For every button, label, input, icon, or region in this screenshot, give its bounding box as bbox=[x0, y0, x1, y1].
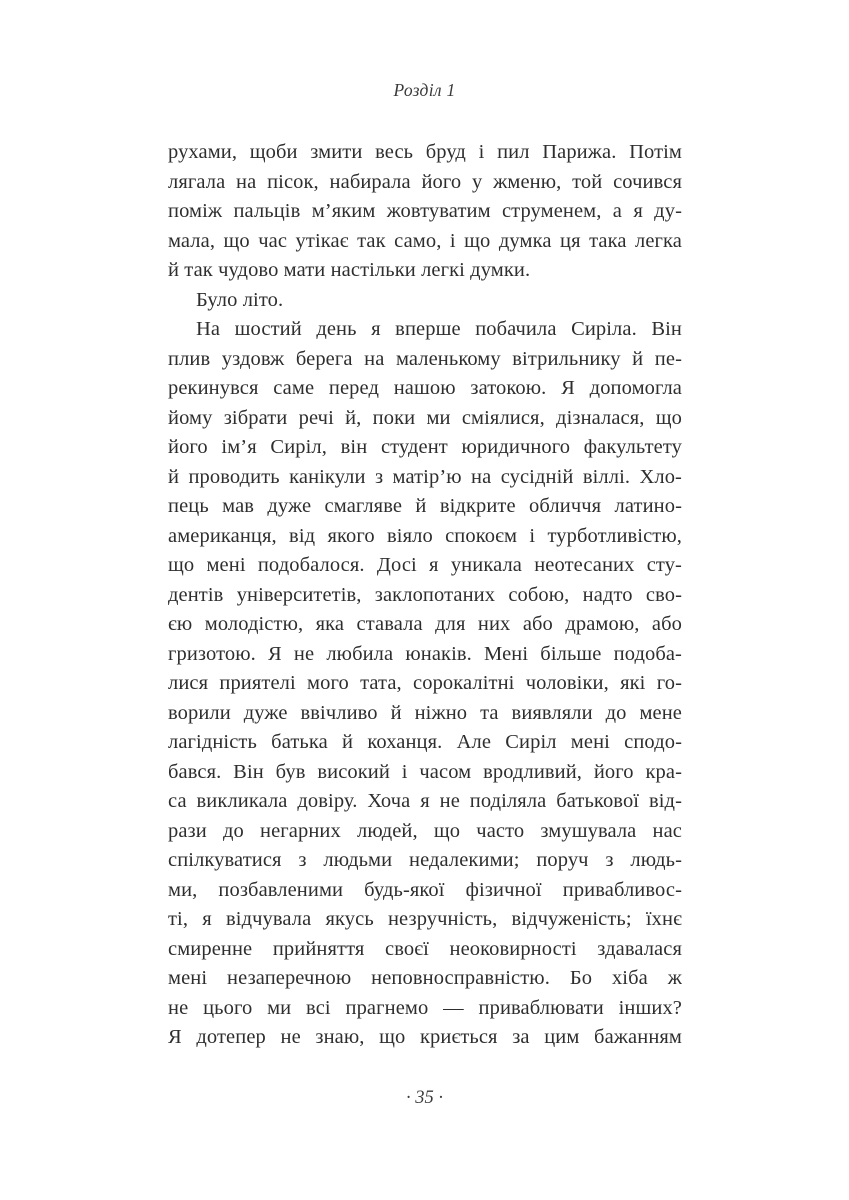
text-line: пець мав дуже смагляве й відкрите обличчя латино- bbox=[168, 495, 682, 517]
text-line: поміж пальців м’яким жовтуватим струменем, а я ду- bbox=[168, 200, 682, 222]
text-line: й так чудово мати настільки легкі думки. bbox=[168, 259, 531, 281]
text-line: смиренне прийняття своєї неоковирності здавалася bbox=[168, 937, 682, 960]
text-line: рухами, щоби змити весь бруд і пил Парижа. Потім bbox=[168, 141, 682, 163]
text-line: мала, що час утікає так само, і що думка ця така легка bbox=[168, 229, 682, 252]
text-line: ворили дуже ввічливо й ніжно та виявляли до мене bbox=[168, 701, 682, 724]
text-line: мені незаперечною неповносправністю. Бо хіба ж bbox=[168, 967, 682, 989]
page-number: · 35 · bbox=[406, 1088, 443, 1108]
text-line: єю молодістю, яка ставала для них або драмою, або bbox=[168, 613, 682, 635]
text-line: американця, від якого віяло спокоєм і турботливістю, bbox=[168, 524, 682, 547]
text-line: спілкуватися з людьми недалекими; поруч з людь- bbox=[168, 849, 682, 871]
text-line: дентів університетів, заклопотаних собою, надто сво- bbox=[168, 583, 682, 606]
text-line: йому зібрати речі й, поки ми сміялися, дізналася, що bbox=[168, 406, 682, 429]
text-line: гризотою. Я не любила юнаків. Мені більше подоба- bbox=[168, 642, 682, 665]
text-line: На шостий день я вперше побачила Сиріла. Він bbox=[196, 318, 682, 340]
text-line: що мені подобалося. Досі я уникала неотесаних сту- bbox=[168, 554, 682, 576]
text-line: не цього ми всі прагнемо — приваблювати інших? bbox=[168, 996, 682, 1019]
text-line: лягала на пісок, набирала його у жменю, той сочився bbox=[168, 170, 682, 193]
text-line: рази до негарних людей, що часто змушувала нас bbox=[168, 819, 682, 842]
text-line: са викликала довіру. Хоча я не поділяла батькової від- bbox=[168, 790, 682, 812]
text-line: рекинувся саме перед нашою затокою. Я допомогла bbox=[168, 377, 682, 399]
text-line: бався. Він був високий і часом вродливий, його кра- bbox=[168, 760, 682, 783]
text-line: й проводить канікули з матір’ю на сусідній віллі. Хло- bbox=[168, 465, 682, 488]
text-line: лися приятелі мого тата, сорокалітні чоловіки, які го- bbox=[168, 672, 682, 694]
chapter-header: Розділ 1 bbox=[393, 80, 456, 100]
text-line: його ім’я Сиріл, він студент юридичного факультету bbox=[168, 436, 682, 458]
text-line: Було літо. bbox=[196, 288, 284, 311]
body-text bbox=[168, 138, 682, 1053]
text-line: лагідність батька й коханця. Але Сиріл мені сподо- bbox=[168, 731, 682, 753]
text-line: Я дотепер не знаю, що криється за цим бажанням bbox=[168, 1026, 682, 1048]
text-line: ті, я відчувала якусь незручність, відчуженість; їхнє bbox=[168, 908, 682, 930]
text-line: ми, позбавленими будь-якої фізичної привабливос- bbox=[168, 878, 682, 901]
text-line: плив уздовж берега на маленькому вітрильнику й пе- bbox=[168, 347, 682, 370]
